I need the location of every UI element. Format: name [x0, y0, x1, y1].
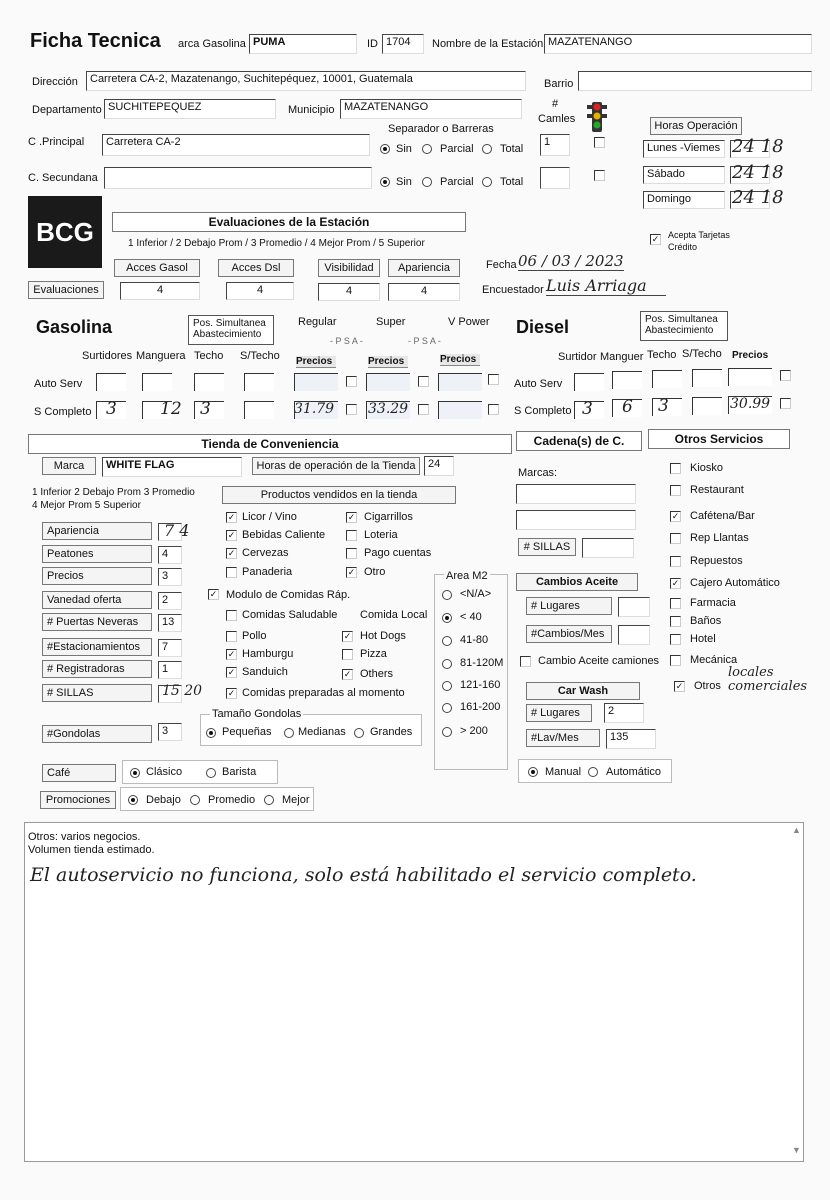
tarjetas-label-2: Crédito	[668, 242, 698, 252]
separador-secundaria-sin-radio[interactable]	[380, 177, 390, 187]
psa-super: - P S A -	[408, 336, 441, 346]
food-others-checkbox[interactable]: ✓	[343, 669, 352, 679]
area-41-80-label: 41-80	[460, 634, 489, 646]
gas-as-surtidores[interactable]	[96, 373, 126, 391]
cambios-aceite-title: Cambios Aceite	[516, 573, 638, 591]
prod-otro-label: Otro	[364, 566, 386, 578]
acces-dsl-header: Acces Dsl	[218, 259, 294, 277]
barrio-label: Barrio	[544, 78, 574, 90]
aceite-lugares-label: # Lugares	[526, 597, 612, 615]
cadena-marca-2-field[interactable]	[516, 510, 636, 530]
direccion-field[interactable]: Carretera CA-2, Mazatenango, Suchitepéquez, 10001, Guatemala	[86, 71, 526, 91]
diesel-col-techo: Techo	[647, 349, 677, 361]
fecha-value: 06 / 03 / 2023	[518, 252, 624, 270]
cw-lugares-label: # Lugares	[526, 704, 592, 722]
food-sanduich-label: Sanduich	[242, 666, 288, 678]
precio-super-header: Precios	[368, 356, 408, 368]
food-hamburgu-checkbox[interactable]: ✓	[227, 649, 236, 659]
cw-manual-radio[interactable]	[528, 767, 538, 777]
area-lt40-label: < 40	[460, 611, 482, 623]
cadena-sillas-field[interactable]	[582, 538, 634, 558]
rating-precios-label: Precios	[42, 567, 152, 585]
area-lt40-radio[interactable]	[442, 613, 452, 623]
pos-sim-line1: Pos. Simultanea	[645, 314, 718, 325]
rating-registradoras-field[interactable]: 1	[158, 661, 182, 679]
opt-sin-label: Sin	[396, 143, 412, 155]
diesel-sc-stecho[interactable]	[692, 397, 722, 415]
gas-col-surtidores: Surtidores	[82, 350, 133, 362]
tam-medianas-radio[interactable]	[284, 728, 294, 738]
departamento-label: Departamento	[32, 104, 102, 116]
otros-hotel-label: Hotel	[690, 633, 716, 645]
food-pizza-label: Pizza	[360, 648, 387, 660]
food-sanduich-checkbox[interactable]: ✓	[227, 667, 236, 677]
diesel-pos-simultanea-header	[640, 311, 728, 341]
prod-bebidas-checkbox[interactable]: ✓	[227, 530, 236, 540]
food-others-label: Others	[360, 668, 394, 680]
comidas-saludable-checkbox[interactable]	[226, 610, 237, 621]
otros-farmacia-label: Farmacia	[690, 597, 736, 609]
otros-mecanica-checkbox[interactable]	[670, 655, 681, 666]
cw-automatico-label: Automático	[606, 766, 662, 778]
id-label: ID	[367, 38, 378, 50]
gas-auto-serv-label: Auto Serv	[34, 378, 83, 390]
page-title: Ficha Tecnica	[30, 30, 161, 52]
diesel-sc-surtidor-value: 3	[582, 399, 593, 419]
pos-sim-line2: Abastecimiento	[645, 325, 714, 336]
encuestador-value: Luis Arriaga	[546, 276, 666, 296]
eval-acces-gasol-field[interactable]: 4	[120, 282, 200, 300]
regular-label: Regular	[298, 316, 337, 328]
prod-panaderia-checkbox[interactable]	[226, 567, 237, 578]
separador-label: Separador o Barreras	[388, 123, 494, 135]
tamano-gondolas-title: Tamaño Gondolas	[212, 708, 302, 720]
evaluaciones-scale: 1 Inferior / 2 Debajo Prom / 3 Promedio / 4 Mejor Prom / 5 Superior	[128, 238, 425, 249]
otros-cajero-checkbox[interactable]: ✓	[671, 578, 680, 588]
rating-precios-field[interactable]: 3	[158, 568, 182, 586]
rating-registradoras-label: # Registradoras	[42, 660, 152, 678]
opt-parcial-label: Parcial	[440, 176, 474, 188]
opt-sin-label: Sin	[396, 176, 412, 188]
nombre-estacion-label: Nombre de la Estación	[432, 38, 544, 50]
tam-medianas-label: Medianas	[298, 726, 346, 738]
notes-line-2: Volumen tienda estimado.	[28, 844, 155, 856]
diesel-sc-checkbox[interactable]	[780, 398, 791, 409]
comidas-preparadas-checkbox[interactable]: ✓	[227, 688, 236, 698]
gas-sc-regular-checkbox[interactable]	[346, 404, 357, 415]
area-gt200-radio[interactable]	[442, 727, 452, 737]
aceite-cambios-mes-field[interactable]	[618, 625, 650, 645]
traffic-light-icon	[586, 102, 608, 134]
tienda-horas-field[interactable]: 24	[424, 456, 454, 476]
psa-regular: - P S A -	[330, 336, 363, 346]
rating-puertas-field[interactable]: 13	[158, 614, 182, 632]
evaluaciones-title: Evaluaciones de la Estación	[112, 212, 466, 232]
rating-variedad-field[interactable]: 2	[158, 592, 182, 610]
eval-apariencia-field[interactable]: 4	[388, 283, 460, 301]
food-hamburgu-label: Hamburgu	[242, 648, 294, 660]
pos-sim-line2: Abastecimiento	[193, 329, 262, 340]
prod-cervezas-label: Cervezas	[242, 547, 289, 559]
separador-principal-total-radio[interactable]	[482, 144, 492, 154]
camiones-principal-field[interactable]: 1	[540, 134, 570, 156]
comidas-saludable-label: Comidas Saludable	[242, 609, 338, 621]
tienda-title: Tienda de Conveniencia	[28, 434, 512, 454]
otros-hotel-checkbox[interactable]	[670, 634, 681, 645]
otros-servicios-title: Otros Servicios	[648, 429, 790, 449]
super-label: Super	[376, 316, 406, 328]
diesel-sc-precio-value: 30.99	[730, 396, 771, 412]
cw-manual-label: Manual	[545, 766, 582, 778]
opt-parcial-label: Parcial	[440, 143, 474, 155]
gas-pos-simultanea-header	[188, 315, 274, 345]
encuestador-label: Encuestador	[482, 284, 544, 296]
camiones-principal-checkbox[interactable]	[594, 137, 605, 148]
otros-farmacia-checkbox[interactable]	[670, 598, 681, 609]
modulo-comidas-checkbox[interactable]: ✓	[209, 589, 218, 599]
otros-banos-checkbox[interactable]	[670, 616, 681, 627]
municipio-field[interactable]: MAZATENANGO	[340, 99, 522, 119]
sabado-value: 24 18	[732, 162, 784, 183]
area-121-160-radio[interactable]	[442, 681, 452, 691]
aceite-cambios-mes-label: #Cambios/Mes	[526, 625, 612, 643]
tienda-horas-label: Horas de operación de la Tienda	[252, 457, 420, 475]
promo-promedio-label: Promedio	[208, 794, 256, 806]
tam-pequenas-radio[interactable]	[206, 728, 216, 738]
rating-apariencia-label: Apariencia	[42, 522, 152, 540]
id-field[interactable]: 1704	[382, 34, 424, 54]
tienda-marca-label: Marca	[42, 457, 96, 475]
diesel-col-surtidor: Surtidor	[558, 351, 597, 363]
car-wash-title: Car Wash	[526, 682, 640, 700]
diesel-auto-serv-label: Auto Serv	[514, 378, 563, 390]
food-pollo-checkbox[interactable]	[226, 631, 237, 642]
rating-apariencia-value: 7 4	[164, 521, 190, 540]
gondolas-label: #Gondolas	[42, 725, 152, 743]
municipio-label: Municipio	[288, 104, 335, 116]
prod-loteria-label: Loteria	[364, 529, 398, 541]
domingo-label: Domingo	[643, 191, 725, 209]
cafe-label: Café	[42, 764, 116, 782]
cadena-marcas-label: Marcas:	[518, 467, 558, 479]
prod-pago-cuentas-label: Pago cuentas	[364, 547, 432, 559]
prod-cigarrillos-label: Cigarrillos	[364, 511, 413, 523]
cw-lav-mes-label: #Lav/Mes	[526, 729, 600, 747]
cafe-barista-radio[interactable]	[206, 768, 216, 778]
gas-as-precio-vpower[interactable]	[438, 373, 482, 391]
food-pizza-checkbox[interactable]	[342, 649, 353, 660]
acces-gasol-header: Acces Gasol	[114, 259, 200, 277]
area-m2-title: Area M2	[446, 570, 488, 582]
camiones-secundaria-field[interactable]	[540, 167, 570, 189]
gas-col-manguera: Manguera	[136, 350, 186, 362]
cw-lav-mes-field[interactable]: 135	[606, 729, 656, 749]
diesel-col-stecho: S/Techo	[682, 348, 722, 360]
cw-automatico-radio[interactable]	[588, 767, 598, 777]
gas-as-vpower-checkbox[interactable]	[488, 374, 499, 385]
cafe-clasico-label: Clásico	[146, 766, 183, 778]
domingo-value: 24 18	[732, 187, 784, 208]
area-na-radio[interactable]	[442, 590, 452, 600]
separador-principal-parcial-radio[interactable]	[422, 144, 432, 154]
prod-pago-cuentas-checkbox[interactable]	[346, 548, 357, 559]
otros-banos-label: Baños	[690, 615, 722, 627]
aceite-camiones-checkbox[interactable]	[520, 656, 531, 667]
lunes-viernes-label: Lunes -Viemes	[643, 140, 725, 158]
separador-secundaria-parcial-radio[interactable]	[422, 177, 432, 187]
productos-title: Productos vendidos en la tienda	[222, 486, 456, 504]
camiones-secundaria-checkbox[interactable]	[594, 170, 605, 181]
promo-debajo-label: Debajo	[146, 794, 181, 806]
comidas-preparadas-label: Comidas preparadas al momento	[242, 687, 405, 699]
otros-cafeteria-label: Cafétena/Bar	[690, 510, 755, 522]
area-161-200-radio[interactable]	[442, 703, 452, 713]
area-81-120-radio[interactable]	[442, 659, 452, 669]
tam-grandes-radio[interactable]	[354, 728, 364, 738]
marca-gasolina-label: arca Gasolina	[178, 38, 246, 50]
diesel-sc-techo-value: 3	[658, 396, 669, 416]
otros-rep-llantas-label: Rep Llantas	[690, 532, 749, 544]
gondolas-field[interactable]: 3	[158, 723, 182, 741]
visibilidad-header: Visibilidad	[318, 259, 380, 277]
direccion-label: Dirección	[32, 76, 78, 88]
eval-visibilidad-field[interactable]: 4	[318, 283, 380, 301]
cadena-sillas-label: # SILLAS	[518, 538, 576, 556]
diesel-as-stecho[interactable]	[692, 369, 722, 387]
diesel-title: Diesel	[516, 317, 570, 337]
c-principal-label: C .Principal	[28, 136, 85, 148]
diesel-s-completo-label: S Completo	[514, 405, 572, 417]
gas-sc-precio-regular-value: 31.79	[294, 401, 335, 417]
gas-sc-manguera-value: 12	[160, 399, 182, 419]
marca-gasolina-field[interactable]: PUMA	[249, 34, 357, 54]
area-m2-group	[434, 574, 508, 770]
area-41-80-radio[interactable]	[442, 636, 452, 646]
food-hotdogs-checkbox[interactable]: ✓	[343, 631, 352, 641]
gas-s-completo-label: S Completo	[34, 406, 92, 418]
otros-kiosko-label: Kiosko	[690, 462, 724, 474]
prod-cervezas-checkbox[interactable]: ✓	[227, 548, 236, 558]
tarjetas-label-1: Acepta Tarjetas	[668, 230, 730, 240]
opt-total-label: Total	[500, 176, 524, 188]
diesel-sc-manguer-value: 6	[622, 397, 633, 417]
cafe-clasico-radio[interactable]	[130, 768, 140, 778]
cadena-marca-1-field[interactable]	[516, 484, 636, 504]
gas-col-stecho: S/Techo	[240, 350, 280, 362]
rating-sillas-value: 15 20	[162, 683, 203, 699]
promo-mejor-label: Mejor	[282, 794, 310, 806]
camiones-hash-label: #	[552, 98, 559, 110]
gas-as-precio-regular[interactable]	[294, 373, 338, 391]
camiones-label: Camles	[538, 113, 576, 125]
diesel-as-surtidor[interactable]	[574, 373, 604, 391]
area-81-120-label: 81-120M	[460, 657, 504, 669]
gas-as-precio-super[interactable]	[366, 373, 410, 391]
eval-acces-dsl-field[interactable]: 4	[226, 282, 294, 300]
promo-debajo-radio[interactable]	[128, 795, 138, 805]
otros-restaurant-checkbox[interactable]	[670, 485, 681, 496]
tienda-scale-1: 1 Inferior 2 Debajo Prom 3 Promedio	[32, 487, 195, 498]
cw-lugares-field[interactable]: 2	[604, 703, 644, 723]
rating-variedad-label: Vanedad oferta	[42, 591, 152, 609]
separador-secundaria-total-radio[interactable]	[482, 177, 492, 187]
c-secundaria-field[interactable]	[104, 167, 372, 189]
horas-operacion-header: Horas Operación	[650, 117, 742, 135]
precio-regular-header: Precios	[296, 356, 336, 368]
prod-licor-label: Licor / Vino	[242, 511, 297, 523]
separador-principal-sin-radio[interactable]	[380, 144, 390, 154]
cafe-barista-label: Barista	[222, 766, 257, 778]
gas-sc-stecho[interactable]	[244, 401, 274, 419]
bcg-logo: BCG	[28, 196, 102, 268]
food-hotdogs-label: Hot Dogs	[360, 630, 406, 642]
area-121-160-label: 121-160	[460, 679, 501, 691]
rating-sillas-label: # SILLAS	[42, 684, 152, 702]
gas-as-regular-checkbox[interactable]	[346, 376, 357, 387]
prod-loteria-checkbox[interactable]	[346, 530, 357, 541]
prod-otro-checkbox[interactable]: ✓	[347, 567, 356, 577]
otros-otros-handwritten: locales comerciales	[728, 665, 808, 694]
tam-pequenas-label: Pequeñas	[222, 726, 272, 738]
diesel-col-precios: Precios	[732, 350, 769, 361]
gas-sc-surtidores-value: 3	[106, 399, 117, 419]
lunes-viernes-value: 24 18	[732, 136, 784, 157]
otros-mecanica-label: Mecánica	[690, 654, 738, 666]
otros-repuestos-label: Repuestos	[690, 555, 743, 567]
scroll-down-icon[interactable]: ▼	[792, 1145, 801, 1155]
diesel-as-manguer[interactable]	[612, 371, 642, 389]
diesel-as-techo[interactable]	[652, 370, 682, 388]
rating-peatones-label: Peatones	[42, 545, 152, 563]
aceite-camiones-label: Cambio Aceite camiones	[538, 655, 660, 667]
gas-as-super-checkbox[interactable]	[418, 376, 429, 387]
otros-repuestos-checkbox[interactable]	[670, 556, 681, 567]
tam-grandes-label: Grandes	[370, 726, 413, 738]
otros-otros-label: Otros	[694, 680, 721, 692]
otros-restaurant-label: Restaurant	[690, 484, 744, 496]
otros-cajero-label: Cajero Automático	[690, 577, 780, 589]
gas-sc-super-checkbox[interactable]	[418, 404, 429, 415]
c-principal-field[interactable]: Carretera CA-2	[102, 134, 370, 156]
rating-puertas-label: # Puertas Neveras	[42, 613, 152, 631]
opt-total-label: Total	[500, 143, 524, 155]
gas-sc-precio-super-value: 33.29	[368, 401, 409, 417]
prod-cigarrillos-checkbox[interactable]: ✓	[347, 512, 356, 522]
otros-cafeteria-checkbox[interactable]: ✓	[671, 511, 680, 521]
gas-sc-techo-value: 3	[200, 399, 211, 419]
area-gt200-label: > 200	[460, 725, 488, 737]
gas-sc-precio-vpower[interactable]	[438, 401, 482, 419]
tarjetas-checkbox[interactable]: ✓	[651, 234, 660, 244]
barrio-field[interactable]	[578, 71, 812, 91]
notes-line-1: Otros: varios negocios.	[28, 831, 141, 843]
notes-handwritten: El autoservicio no funciona, solo está habilitado el servicio completo.	[30, 864, 697, 886]
evaluaciones-row-label: Evaluaciones	[28, 281, 104, 299]
gas-as-techo[interactable]	[194, 373, 224, 391]
sabado-label: Sábado	[643, 166, 725, 184]
aceite-lugares-field[interactable]	[618, 597, 650, 617]
otros-rep-llantas-checkbox[interactable]	[670, 533, 681, 544]
promo-promedio-radio[interactable]	[190, 795, 200, 805]
tienda-marca-field[interactable]: WHITE FLAG	[102, 457, 242, 477]
prod-panaderia-label: Panaderia	[242, 566, 293, 578]
tienda-scale-2: 4 Mejor Prom 5 Superior	[32, 500, 141, 511]
vpower-label: V Power	[448, 316, 490, 328]
modulo-comidas-label: Modulo de Comidas Ráp.	[226, 589, 351, 601]
food-pollo-label: Pollo	[242, 630, 267, 642]
area-na-label: <N/A>	[460, 588, 492, 600]
rating-estacionamientos-field[interactable]: 7	[158, 639, 182, 657]
promo-mejor-radio[interactable]	[264, 795, 274, 805]
gasolina-title: Gasolina	[36, 317, 113, 337]
rating-estacionamientos-label: #Estacionamientos	[42, 638, 152, 656]
diesel-as-checkbox[interactable]	[780, 370, 791, 381]
prod-bebidas-label: Bebidas Caliente	[242, 529, 326, 541]
prod-licor-checkbox[interactable]: ✓	[227, 512, 236, 522]
gas-as-manguera[interactable]	[142, 373, 172, 391]
apariencia-header: Apariencia	[388, 259, 460, 277]
comida-local-label: Comida Local	[360, 609, 428, 621]
gas-sc-vpower-checkbox[interactable]	[488, 404, 499, 415]
gas-as-stecho[interactable]	[244, 373, 274, 391]
departamento-field[interactable]: SUCHITEPEQUEZ	[104, 99, 276, 119]
otros-kiosko-checkbox[interactable]	[670, 463, 681, 474]
promociones-label: Promociones	[40, 791, 116, 809]
pos-sim-line1: Pos. Simultanea	[193, 318, 266, 329]
nombre-estacion-field[interactable]: MAZATENANGO	[544, 34, 812, 54]
diesel-col-manguer: Manguer	[600, 351, 644, 363]
c-secundaria-label: C. Secundana	[28, 172, 98, 184]
rating-peatones-field[interactable]: 4	[158, 546, 182, 564]
otros-otros-checkbox[interactable]: ✓	[675, 681, 684, 691]
cadena-title: Cadena(s) de C.	[516, 431, 642, 451]
gas-col-techo: Techo	[194, 350, 224, 362]
precio-vpower-header: Precios	[440, 354, 480, 366]
area-161-200-label: 161-200	[460, 701, 501, 713]
diesel-as-precio[interactable]	[728, 368, 772, 386]
fecha-label: Fecha	[486, 259, 517, 271]
scroll-up-icon[interactable]: ▲	[792, 825, 801, 835]
